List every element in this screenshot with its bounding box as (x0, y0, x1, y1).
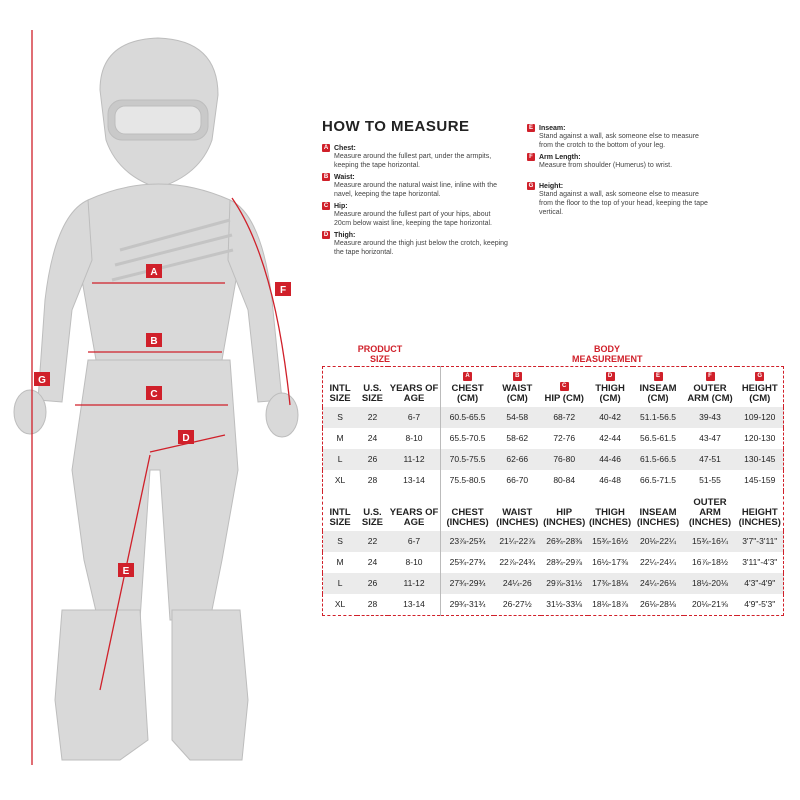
item-desc: Measure around the thigh just below the crotch, keeping the tape horizontal. (334, 240, 508, 256)
table-cell: 23⅞-25¾ (441, 531, 494, 552)
howto-title: HOW TO MEASURE (322, 118, 470, 135)
badge-f: F (527, 153, 535, 161)
column-header (737, 367, 784, 407)
item-desc: Stand against a wall, ask someone else to measure from the crotch to the bottom of your leg. (539, 133, 699, 149)
table-row (323, 428, 784, 449)
table-cell: 11-12 (388, 573, 441, 594)
column-header (441, 491, 494, 531)
table-cell: 16½-17⅜ (592, 557, 629, 567)
column-badge: D (606, 372, 615, 381)
table-cell: 22 (357, 407, 388, 428)
table-cell: 6-7 (388, 531, 441, 552)
table-cell: L (323, 449, 358, 470)
column-header (494, 491, 541, 531)
column-header-text: U.S. SIZE (361, 506, 384, 528)
column-header (441, 367, 494, 407)
table-cell: S (323, 407, 358, 428)
table-cell: 44-46 (588, 449, 633, 470)
column-badge: A (463, 372, 472, 381)
table-cell: 15¾-16½ (588, 531, 633, 552)
table-cell: 72-76 (553, 433, 576, 443)
item-desc: Measure around the fullest part of your hips, about 20cm below waist line, keeping the tape horizontal. (334, 211, 492, 227)
table-row (323, 531, 784, 552)
table-cell: 145-159 (744, 475, 776, 485)
table-cell: 109-120 (737, 407, 784, 428)
table-cell: 17⅜-18⅛ (588, 573, 633, 594)
rider-figure (0, 0, 320, 800)
howto-left (322, 144, 527, 260)
column-header-text: HIP (CM) (544, 392, 584, 404)
table-cell: 51.1-56.5 (633, 407, 684, 428)
howto-item-chest (322, 144, 527, 170)
table-cell: 6-7 (388, 407, 441, 428)
table-cell: 27¾-29¾ (441, 573, 494, 594)
table-cell: 46-48 (599, 475, 621, 485)
table-cell: 76-80 (541, 449, 588, 470)
table-cell: 51-55 (699, 475, 721, 485)
table-cell: 66-70 (506, 475, 529, 485)
table-cell: L (323, 573, 358, 594)
table-cell: 40-42 (588, 407, 633, 428)
column-header (633, 491, 684, 531)
table-cell: 58-62 (506, 433, 529, 443)
group-product-size: PRODUCT SIZE (357, 344, 403, 364)
column-header-text: CHEST (CM) (451, 382, 484, 404)
item-name: Chest: (334, 144, 356, 152)
header-row (323, 367, 784, 407)
table-cell: 11-12 (388, 449, 441, 470)
column-badge: F (706, 372, 715, 381)
table-cell: 61.5-66.5 (633, 449, 684, 470)
column-header-text: YEARS OF AGE (389, 382, 439, 404)
table-cell: 16⅞-18½ (692, 557, 728, 567)
column-header-text: INSEAM (INCHES) (636, 506, 680, 528)
table-cell: 24 (367, 557, 378, 567)
table-cell: 66.5-71.5 (640, 475, 676, 485)
size-chart (322, 340, 784, 616)
column-header-text: CHEST (INCHES) (446, 506, 489, 528)
table-cell: 4'9"-5'3" (744, 599, 776, 609)
column-header-text: INSEAM (CM) (639, 382, 677, 404)
svg-text:G: G (38, 375, 46, 386)
table-cell: 68-72 (541, 407, 588, 428)
table-cell: 3'11"-4'3" (742, 557, 778, 567)
table-cell: 24¼-26 (494, 573, 541, 594)
item-name: Arm Length: (539, 153, 581, 161)
table-cell: 13-14 (388, 594, 441, 616)
svg-text:C: C (150, 389, 158, 400)
badge-b: B (323, 174, 329, 180)
table-cell: 54-58 (494, 407, 541, 428)
table-cell: 18½-20⅛ (684, 573, 737, 594)
table-cell: 60.5-65.5 (441, 407, 494, 428)
table-cell: 42-44 (599, 433, 621, 443)
how-to-measure (322, 118, 782, 260)
column-header-text: HIP (INCHES) (543, 506, 586, 528)
badge-g: G (528, 183, 534, 189)
table-cell: 26 (357, 449, 388, 470)
item-name: Inseam: (539, 124, 566, 132)
howto-item-inseam (527, 124, 732, 150)
column-header (541, 367, 588, 407)
column-header (323, 491, 358, 531)
badge-e: E (528, 125, 533, 131)
table-cell: S (323, 531, 358, 552)
howto-item-waist (322, 173, 527, 199)
table-cell: XL (334, 475, 346, 485)
howto-right (527, 124, 732, 260)
column-header-text: HEIGHT (CM) (741, 382, 778, 404)
column-header (388, 367, 441, 407)
table-cell: 28 (367, 475, 378, 485)
table-cell: 130-145 (737, 449, 784, 470)
table-cell: 20⅛-21⅝ (692, 599, 728, 609)
table-cell: M (336, 557, 344, 567)
table-cell: 26-27½ (502, 599, 532, 609)
table-cell: 25¾-27¾ (449, 557, 486, 567)
table-cell: 80-84 (553, 475, 576, 485)
item-name: Thigh: (334, 231, 356, 239)
table-cell: 21¼-22⅞ (494, 531, 541, 552)
item-name: Hip: (334, 202, 348, 210)
table-cell: 70.5-75.5 (441, 449, 494, 470)
table-row (323, 573, 784, 594)
column-header (684, 491, 737, 531)
column-header-text: YEARS OF AGE (389, 506, 439, 528)
table-cell: 8-10 (388, 552, 441, 573)
table-cell: 8-10 (388, 428, 441, 449)
table-cell: 43-47 (699, 433, 721, 443)
table-cell: 24¼-26⅛ (633, 573, 684, 594)
column-header (737, 491, 784, 531)
table-cell: 26¾-28⅜ (541, 531, 588, 552)
table-cell: 39-43 (684, 407, 737, 428)
column-badge: G (755, 372, 764, 381)
badge-d: D (323, 232, 329, 238)
column-badge: B (513, 372, 522, 381)
table-cell: 29¾-31¾ (449, 599, 486, 609)
column-header (541, 491, 588, 531)
column-header-text: OUTER ARM (INCHES) (688, 496, 732, 528)
table-cell: 22 (357, 531, 388, 552)
howto-item-hip (322, 202, 527, 228)
column-header-text: THIGH (CM) (595, 382, 625, 404)
table-cell: 28 (367, 599, 378, 609)
table-cell: 15¾-16¼ (684, 531, 737, 552)
column-header (323, 367, 358, 407)
item-desc: Stand against a wall, ask someone else to measure from the floor to the top of your head, keeping the tape vertical. (539, 191, 708, 216)
column-header-text: INTL SIZE (329, 382, 351, 404)
table-cell: 120-130 (744, 433, 776, 443)
column-badge: E (654, 372, 663, 381)
svg-text:F: F (279, 285, 287, 296)
table-cell: 65.5-70.5 (449, 433, 486, 443)
group-headings (322, 340, 784, 366)
column-header-text: WAIST (INCHES) (496, 506, 539, 528)
table-row (323, 470, 784, 491)
item-desc: Measure from shoulder (Humerus) to wrist. (539, 162, 673, 169)
svg-text:D: D (182, 433, 190, 444)
table-cell: 56.5-61.5 (640, 433, 676, 443)
table-cell: 20⅛-22¼ (633, 531, 684, 552)
table-cell: 28¾-29⅞ (546, 557, 583, 567)
column-header-text: THIGH (INCHES) (588, 506, 632, 528)
table-cell: 75.5-80.5 (449, 475, 486, 485)
column-header (494, 367, 541, 407)
table-cell: 3'7"-3'11" (737, 531, 784, 552)
size-table (322, 366, 784, 616)
table-row (323, 449, 784, 470)
column-badge: C (560, 382, 569, 391)
table-row (323, 407, 784, 428)
item-desc: Measure around the natural waist line, inline with the navel, keeping the tape horizontal. (334, 182, 498, 198)
badge-c: C (323, 203, 329, 209)
table-cell: 26 (357, 573, 388, 594)
table-cell: XL (334, 599, 346, 609)
svg-text:B: B (150, 336, 158, 347)
badge-a: A (323, 145, 329, 151)
column-header-text: HEIGHT (INCHES) (738, 506, 781, 528)
table-cell: 22¼-24¼ (640, 557, 676, 567)
column-header-text: OUTER ARM (CM) (687, 382, 733, 404)
header-row (323, 491, 784, 531)
svg-text:E: E (122, 566, 130, 577)
table-cell: 4'3"-4'9" (737, 573, 784, 594)
item-desc: Measure around the fullest part, under the armpits, keeping the tape horizontal. (334, 153, 492, 169)
table-cell: 47-51 (684, 449, 737, 470)
column-header (388, 491, 441, 531)
column-header-text: INTL SIZE (329, 506, 351, 528)
item-name: Waist: (334, 173, 355, 181)
item-name: Height: (539, 182, 564, 190)
table-cell: 29⅞-31½ (541, 573, 588, 594)
group-body-measurement: BODY MEASUREMENT (572, 344, 643, 364)
svg-text:A: A (150, 267, 158, 278)
table-cell: M (336, 433, 344, 443)
column-header (357, 491, 388, 531)
column-header (633, 367, 684, 407)
column-header (588, 367, 633, 407)
table-cell: 22⅞-24¾ (499, 557, 536, 567)
table-row (323, 552, 784, 573)
table-cell: 13-14 (388, 470, 441, 491)
table-cell: 62-66 (494, 449, 541, 470)
howto-item-height (527, 182, 732, 217)
table-cell: 18⅛-18⅞ (592, 599, 629, 609)
table-cell: 24 (367, 433, 378, 443)
column-header (357, 367, 388, 407)
table-cell: 26⅛-28⅛ (640, 599, 676, 609)
howto-item-arm-length (527, 153, 732, 170)
column-header (684, 367, 737, 407)
column-header (588, 491, 633, 531)
howto-item-thigh (322, 231, 527, 257)
table-row (323, 594, 784, 616)
column-header-text: U.S. SIZE (361, 382, 384, 404)
column-header-text: WAIST (CM) (502, 382, 533, 404)
table-cell: 31½-33⅛ (546, 599, 583, 609)
